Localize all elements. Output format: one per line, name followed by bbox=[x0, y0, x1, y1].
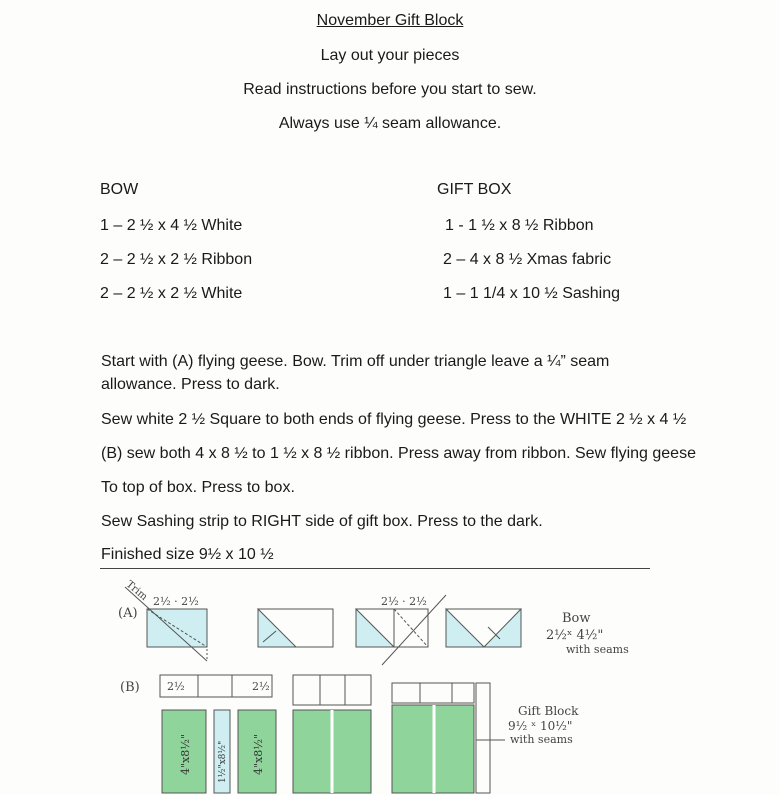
instruction-line: To top of box. Press to box. bbox=[101, 479, 295, 496]
gift-box-item: 1 - 1 ½ x 8 ½ Ribbon bbox=[445, 217, 594, 234]
bow-note-seams: with seams bbox=[566, 643, 629, 656]
strip-label-right: 4"x8½" bbox=[252, 734, 265, 775]
diagram-label-a: (A) bbox=[118, 606, 138, 621]
flying-geese-step-4 bbox=[446, 609, 521, 647]
strip-label-mid: 1½"x8½" bbox=[218, 740, 228, 783]
instruction-line: (B) sew both 4 x 8 ½ to 1 ½ x 8 ½ ribbon. Press away from ribbon. Sew flying geese bbox=[101, 445, 696, 462]
gift-note-size: 9½ ˣ 10½" bbox=[508, 719, 573, 733]
dimension-label-b-left: 2½ bbox=[167, 680, 185, 693]
gift-note-title: Gift Block bbox=[518, 704, 579, 718]
intro-line-2: Read instructions before you start to sew. bbox=[243, 81, 537, 98]
bow-note-title: Bow bbox=[562, 611, 591, 626]
intro-line-1: Lay out your pieces bbox=[320, 47, 460, 64]
gift-box-heading: GIFT BOX bbox=[437, 181, 512, 198]
gift-box-item: 1 – 1 1/4 x 10 ½ Sashing bbox=[443, 285, 621, 302]
dimension-label-a2: 2½ · 2½ bbox=[381, 595, 427, 608]
instruction-line: Sew white 2 ½ Square to both ends of flying geese. Press to the WHITE 2 ½ x 4 ½ bbox=[101, 411, 687, 428]
finished-size: Finished size 9½ x 10 ½ bbox=[101, 546, 274, 563]
gift-box-item: 2 – 4 x 8 ½ Xmas fabric bbox=[443, 251, 612, 268]
intro-line-3: Always use ¼ seam allowance. bbox=[278, 115, 502, 132]
instruction-line: Sew Sashing strip to RIGHT side of gift box. Press to the dark. bbox=[101, 513, 543, 530]
diagram-label-b: (B) bbox=[120, 680, 140, 695]
dimension-label-b-right: 2½ bbox=[252, 680, 270, 693]
assembly-diagram bbox=[0, 565, 780, 795]
instruction-line: Start with (A) flying geese. Bow. Trim off under triangle leave a ¼” seam bbox=[101, 353, 610, 370]
bow-item: 2 – 2 ½ x 2 ½ White bbox=[100, 285, 243, 302]
dimension-label-a: 2½ · 2½ bbox=[153, 595, 199, 608]
flying-geese-step-2 bbox=[258, 609, 333, 647]
page-title: November Gift Block bbox=[316, 12, 464, 29]
instruction-line: allowance. Press to dark. bbox=[101, 376, 280, 393]
trim-label: Trim bbox=[123, 578, 150, 603]
assembled-box bbox=[293, 675, 371, 793]
gift-note-seams: with seams bbox=[510, 733, 573, 746]
bow-item: 2 – 2 ½ x 2 ½ Ribbon bbox=[100, 251, 253, 268]
bow-note-size: 2½ˣ 4½" bbox=[546, 628, 604, 643]
gift-block-with-sashing bbox=[392, 683, 505, 793]
strip-label-left: 4"x8½" bbox=[179, 734, 192, 775]
bow-heading: BOW bbox=[100, 181, 139, 198]
bow-item: 1 – 2 ½ x 4 ½ White bbox=[100, 217, 243, 234]
